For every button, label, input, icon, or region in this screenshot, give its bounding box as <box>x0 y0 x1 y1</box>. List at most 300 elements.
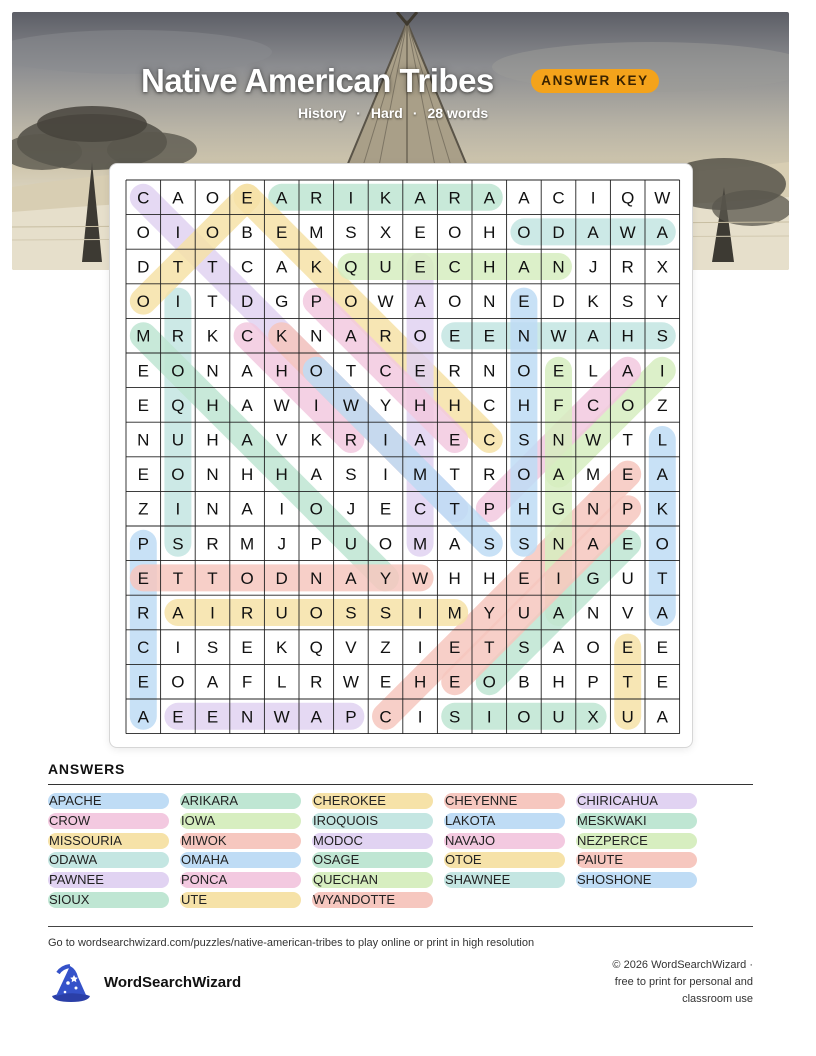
grid-letter: I <box>659 361 665 381</box>
grid-letter: O <box>171 465 185 485</box>
grid-letter: K <box>656 499 668 519</box>
copyright-line: free to print for personal and <box>614 976 753 988</box>
grid-letter: A <box>449 534 461 554</box>
puzzle-board <box>109 163 693 748</box>
answer-word: UTE <box>180 892 301 908</box>
grid-letter: B <box>241 222 253 242</box>
grid-letter: R <box>206 534 219 554</box>
answer-word: CHIRICAHUA <box>576 793 697 809</box>
grid-letter: T <box>172 568 184 588</box>
grid-letter: I <box>210 603 215 623</box>
grid-letter: W <box>342 395 359 415</box>
grid-letter: V <box>622 603 634 623</box>
grid-letter: T <box>207 257 218 277</box>
grid-letter: N <box>552 430 565 450</box>
grid-letter: N <box>137 430 150 450</box>
grid-letter: O <box>309 361 323 381</box>
grid-letter: O <box>448 292 462 312</box>
grid-letter: A <box>414 430 426 450</box>
grid-letter: E <box>414 257 426 277</box>
grid-letter: H <box>240 465 254 485</box>
grid-letter: U <box>275 603 288 623</box>
grid-letter: S <box>345 603 357 623</box>
grid-letter: I <box>175 638 181 658</box>
grid-letter: C <box>483 430 496 450</box>
copyright-line: classroom use <box>682 993 753 1005</box>
grid-letter: I <box>556 568 561 588</box>
grid-letter: A <box>276 188 288 208</box>
grid-letter: A <box>518 188 530 208</box>
answers-heading: ANSWERS <box>48 761 126 777</box>
grid-letter: U <box>552 707 565 727</box>
grid-letter: I <box>175 222 181 242</box>
grid-letter: R <box>483 465 496 485</box>
grid-letter: W <box>273 395 290 415</box>
grid-letter: N <box>240 707 254 727</box>
grid-letter: P <box>345 707 357 727</box>
copyright-text <box>553 957 753 1008</box>
grid-letter: I <box>279 499 285 519</box>
grid-letter: S <box>206 638 219 658</box>
grid-letter: E <box>137 361 149 381</box>
grid-letter: V <box>345 638 357 658</box>
grid-letter: R <box>379 326 392 346</box>
answer-word: NAVAJO <box>444 833 565 849</box>
grid-letter: O <box>136 222 150 242</box>
grid-letter: R <box>344 430 358 450</box>
grid-letter: K <box>587 292 599 312</box>
meta-separator: · <box>412 105 418 121</box>
grid-letter: A <box>552 465 565 485</box>
grid-letter: U <box>621 568 634 588</box>
grid-letter: D <box>552 222 565 242</box>
answer-word: OSAGE <box>312 852 433 868</box>
grid-letter: O <box>309 499 323 519</box>
grid-letter: Q <box>621 188 635 208</box>
grid-letter: N <box>310 568 323 588</box>
grid-letter: W <box>550 326 567 346</box>
answer-word: MESKWAKI <box>576 813 697 829</box>
grid-letter: A <box>656 465 668 485</box>
copyright-line: © 2026 WordSearchWizard · <box>612 959 753 971</box>
grid-letter: C <box>483 395 496 415</box>
grid-letter: I <box>348 188 354 208</box>
grid-letter: P <box>310 534 322 554</box>
grid-letter: C <box>137 638 150 658</box>
grid-letter: E <box>379 499 392 519</box>
grid-letter: T <box>622 430 633 450</box>
grid-letter: U <box>344 534 358 554</box>
grid-letter: O <box>171 361 185 381</box>
grid-letter: H <box>275 465 288 485</box>
grid-letter: I <box>417 603 423 623</box>
grid-letter: R <box>310 188 323 208</box>
grid-letter: P <box>483 499 495 519</box>
grid-letter: D <box>240 292 254 312</box>
grid-letter: D <box>275 568 288 588</box>
grid-letter: H <box>552 672 565 692</box>
answer-word: MODOC <box>312 833 433 849</box>
grid-letter: E <box>449 672 461 692</box>
grid-letter: N <box>310 326 323 346</box>
grid-letter: K <box>379 188 392 208</box>
grid-letter: E <box>449 430 461 450</box>
grid-letter: N <box>517 326 531 346</box>
grid-letter: P <box>622 499 634 519</box>
grid-letter: C <box>379 361 392 381</box>
grid-letter: O <box>413 326 427 346</box>
answer-word: PONCA <box>180 872 301 888</box>
grid-letter: E <box>656 638 668 658</box>
puzzle-meta <box>298 104 488 122</box>
grid-letter: R <box>621 257 634 277</box>
grid-letter: I <box>313 395 319 415</box>
grid-letter: O <box>309 603 323 623</box>
grid-letter: U <box>379 257 392 277</box>
grid-letter: E <box>414 222 426 242</box>
grid-letter: I <box>383 465 388 485</box>
grid-letter: T <box>484 638 495 658</box>
grid-letter: H <box>483 257 496 277</box>
grid-letter: G <box>586 568 600 588</box>
grid-letter: O <box>448 222 462 242</box>
grid-letter: O <box>586 638 600 658</box>
answer-key-badge: ANSWER KEY <box>531 69 659 93</box>
grid-letter: A <box>241 395 253 415</box>
grid-letter: U <box>517 603 531 623</box>
grid-letter: I <box>175 292 181 312</box>
answer-word: IROQUOIS <box>312 813 433 829</box>
grid-letter: S <box>483 534 495 554</box>
grid-letter: J <box>588 257 598 277</box>
difficulty-label: Hard <box>370 105 403 121</box>
grid-letter: N <box>586 499 600 519</box>
grid-letter: M <box>136 326 151 346</box>
grid-letter: N <box>586 603 600 623</box>
answer-word: SHOSHONE <box>576 872 697 888</box>
grid-letter: W <box>619 222 636 242</box>
grid-letter: U <box>171 430 185 450</box>
grid-letter: X <box>656 257 668 277</box>
grid-letter: H <box>448 568 461 588</box>
letter-grid <box>110 164 692 747</box>
grid-letter: R <box>448 361 461 381</box>
grid-letter: V <box>276 430 288 450</box>
grid-letter: G <box>551 499 566 519</box>
answer-word: CHEROKEE <box>312 793 433 809</box>
grid-letter: H <box>413 395 427 415</box>
grid-letter: E <box>483 326 495 346</box>
grid-letter: O <box>136 292 150 312</box>
answer-word: OMAHA <box>180 852 301 868</box>
grid-letter: O <box>621 395 635 415</box>
answer-word: WYANDOTTE <box>312 892 433 908</box>
answer-word: IOWA <box>180 813 301 829</box>
grid-letter: A <box>345 568 357 588</box>
grid-letter: H <box>275 361 288 381</box>
grid-letter: N <box>552 534 565 554</box>
grid-letter: G <box>275 292 289 312</box>
grid-letter: N <box>206 465 219 485</box>
grid-letter: Y <box>379 395 392 415</box>
grid-letter: O <box>517 361 531 381</box>
grid-letter: O <box>517 707 531 727</box>
grid-letter: M <box>309 222 324 242</box>
grid-letter: T <box>345 361 357 381</box>
answer-word: MISSOURIA <box>48 833 169 849</box>
grid-letter: A <box>276 257 288 277</box>
grid-letter: J <box>277 534 286 554</box>
grid-letter: S <box>518 430 530 450</box>
grid-letter: H <box>206 430 219 450</box>
grid-letter: H <box>448 395 461 415</box>
grid-letter: A <box>656 603 668 623</box>
answer-word: QUECHAN <box>312 872 433 888</box>
grid-letter: S <box>656 326 668 346</box>
answer-word: PAWNEE <box>48 872 169 888</box>
grid-letter: W <box>342 672 359 692</box>
grid-letter: A <box>172 603 184 623</box>
grid-letter: C <box>552 188 565 208</box>
footer-link-text[interactable]: Go to wordsearchwizard.com/puzzles/native-american-tribes to play online or print in high resolution <box>48 937 535 949</box>
grid-letter: N <box>483 361 496 381</box>
grid-letter: E <box>518 292 530 312</box>
grid-letter: E <box>449 326 461 346</box>
grid-letter: O <box>205 222 220 242</box>
grid-letter: M <box>413 465 428 485</box>
grid-letter: X <box>587 707 599 727</box>
grid-letter: O <box>655 534 669 554</box>
grid-letter: H <box>517 499 531 519</box>
grid-letter: A <box>587 534 599 554</box>
grid-letter: D <box>552 292 565 312</box>
grid-letter: A <box>241 361 253 381</box>
grid-letter: N <box>206 499 219 519</box>
grid-letter: W <box>412 568 429 588</box>
grid-letter: Z <box>138 499 149 519</box>
grid-letter: H <box>483 568 496 588</box>
grid-letter: S <box>379 603 392 623</box>
grid-letter: A <box>552 603 565 623</box>
grid-letter: Z <box>380 638 391 658</box>
meta-separator: · <box>356 105 361 121</box>
grid-letter: C <box>240 257 254 277</box>
grid-letter: I <box>417 638 423 658</box>
grid-letter: H <box>413 672 427 692</box>
grid-letter: J <box>346 499 356 519</box>
grid-letter: E <box>518 568 530 588</box>
grid-letter: H <box>517 395 531 415</box>
grid-letter: Y <box>483 603 495 623</box>
grid-letter: O <box>482 672 496 692</box>
grid-letter: O <box>205 188 220 208</box>
grid-letter: E <box>449 638 461 658</box>
answers-divider <box>48 784 753 785</box>
grid-letter: S <box>518 638 530 658</box>
grid-letter: A <box>172 188 184 208</box>
grid-letter: S <box>345 465 357 485</box>
grid-letter: O <box>344 292 358 312</box>
grid-letter: O <box>378 534 393 554</box>
grid-letter: L <box>588 361 598 381</box>
grid-letter: T <box>207 292 218 312</box>
grid-letter: N <box>206 361 219 381</box>
grid-letter: C <box>379 707 392 727</box>
grid-letter: A <box>656 222 668 242</box>
grid-letter: R <box>137 603 150 623</box>
grid-letter: C <box>137 188 150 208</box>
grid-letter: A <box>310 707 322 727</box>
grid-letter: M <box>413 534 428 554</box>
grid-letter: E <box>137 395 149 415</box>
grid-letter: A <box>241 430 253 450</box>
grid-letter: P <box>137 534 149 554</box>
category-label: History <box>298 105 347 121</box>
grid-letter: Y <box>656 292 668 312</box>
grid-letter: R <box>240 603 254 623</box>
grid-letter: L <box>276 672 287 692</box>
grid-letter: R <box>171 326 185 346</box>
grid-letter: K <box>276 326 288 346</box>
grid-letter: E <box>206 707 219 727</box>
grid-letter: B <box>518 672 530 692</box>
grid-letter: M <box>586 465 601 485</box>
grid-letter: K <box>276 638 288 658</box>
grid-letter: H <box>621 326 634 346</box>
grid-letter: E <box>656 672 668 692</box>
grid-letter: S <box>622 292 634 312</box>
grid-letter: P <box>587 672 599 692</box>
grid-letter: D <box>137 257 150 277</box>
grid-letter: H <box>483 222 496 242</box>
grid-letter: A <box>137 707 149 727</box>
grid-letter: A <box>656 707 668 727</box>
answer-word: MIWOK <box>180 833 301 849</box>
grid-letter: W <box>585 430 602 450</box>
grid-letter: A <box>414 292 426 312</box>
grid-letter: Q <box>344 257 358 277</box>
grid-letter: Y <box>379 568 392 588</box>
grid-letter: E <box>137 568 149 588</box>
grid-letter: T <box>449 499 460 519</box>
brand-name: WordSearchWizard <box>104 974 242 991</box>
grid-letter: O <box>517 465 531 485</box>
grid-letter: O <box>240 568 254 588</box>
grid-letter: A <box>483 188 495 208</box>
grid-letter: X <box>379 222 392 242</box>
grid-letter: T <box>207 568 218 588</box>
grid-letter: P <box>310 292 322 312</box>
grid-letter: E <box>241 638 253 658</box>
grid-letter: S <box>449 707 461 727</box>
grid-letter: E <box>137 672 149 692</box>
answer-word: PAIUTE <box>576 852 697 868</box>
grid-letter: K <box>206 326 219 346</box>
grid-letter: W <box>377 292 394 312</box>
grid-letter: K <box>310 430 322 450</box>
grid-letter: A <box>310 465 322 485</box>
grid-letter: N <box>483 292 496 312</box>
grid-letter: M <box>447 603 462 623</box>
grid-letter: W <box>654 188 671 208</box>
answer-word: SIOUX <box>48 892 169 908</box>
grid-letter: I <box>590 188 596 208</box>
page-title: Native American Tribes <box>141 62 494 99</box>
grid-letter: N <box>552 257 565 277</box>
grid-letter: I <box>486 707 492 727</box>
answer-word: OTOE <box>444 852 565 868</box>
grid-letter: A <box>622 361 634 381</box>
grid-letter: A <box>414 188 426 208</box>
grid-letter: W <box>273 707 290 727</box>
grid-letter: F <box>553 395 564 415</box>
grid-letter: I <box>417 707 423 727</box>
grid-letter: E <box>379 672 392 692</box>
grid-letter: S <box>345 222 357 242</box>
grid-letter: U <box>621 707 634 727</box>
grid-letter: E <box>622 465 634 485</box>
grid-letter: R <box>310 672 323 692</box>
grid-letter: O <box>171 672 185 692</box>
grid-letter: A <box>241 499 253 519</box>
grid-letter: Q <box>171 395 185 415</box>
answer-word: APACHE <box>48 793 169 809</box>
grid-letter: C <box>240 326 254 346</box>
title-row <box>0 58 816 104</box>
grid-letter: M <box>240 534 255 554</box>
grid-letter: A <box>345 326 357 346</box>
grid-letter: T <box>622 672 633 692</box>
grid-letter: I <box>383 430 388 450</box>
grid-letter: E <box>414 361 426 381</box>
footer-divider <box>48 926 753 927</box>
answer-word: LAKOTA <box>444 813 565 829</box>
brand[interactable] <box>48 963 268 1003</box>
grid-letter: T <box>172 257 184 277</box>
grid-letter: C <box>448 257 461 277</box>
grid-letter: S <box>518 534 530 554</box>
grid-letter: C <box>586 395 600 415</box>
grid-letter: Q <box>309 638 323 658</box>
grid-letter: E <box>137 465 149 485</box>
answer-word: SHAWNEE <box>444 872 565 888</box>
grid-letter: F <box>241 672 253 692</box>
grid-letter: Z <box>657 395 668 415</box>
grid-letter: T <box>657 568 668 588</box>
answer-word: CROW <box>48 813 169 829</box>
grid-letter: K <box>310 257 322 277</box>
grid-letter: O <box>517 222 531 242</box>
grid-letter: E <box>622 534 634 554</box>
word-count-label: 28 words <box>427 105 489 121</box>
grid-letter: A <box>587 326 599 346</box>
grid-letter: C <box>413 499 427 519</box>
grid-letter: E <box>552 361 565 381</box>
answer-word: ARIKARA <box>180 793 301 809</box>
wizard-hat-icon <box>48 963 94 1003</box>
grid-letter: A <box>552 638 565 658</box>
grid-letter: L <box>657 430 668 450</box>
grid-letter: A <box>518 257 530 277</box>
grid-letter: E <box>241 188 253 208</box>
grid-letter: E <box>622 638 634 658</box>
grid-letter: A <box>587 222 599 242</box>
grid-letter: I <box>175 499 181 519</box>
grid-letter: A <box>206 672 219 692</box>
grid-letter: E <box>172 707 184 727</box>
grid-letter: R <box>448 188 461 208</box>
answer-word: NEZPERCE <box>576 833 697 849</box>
